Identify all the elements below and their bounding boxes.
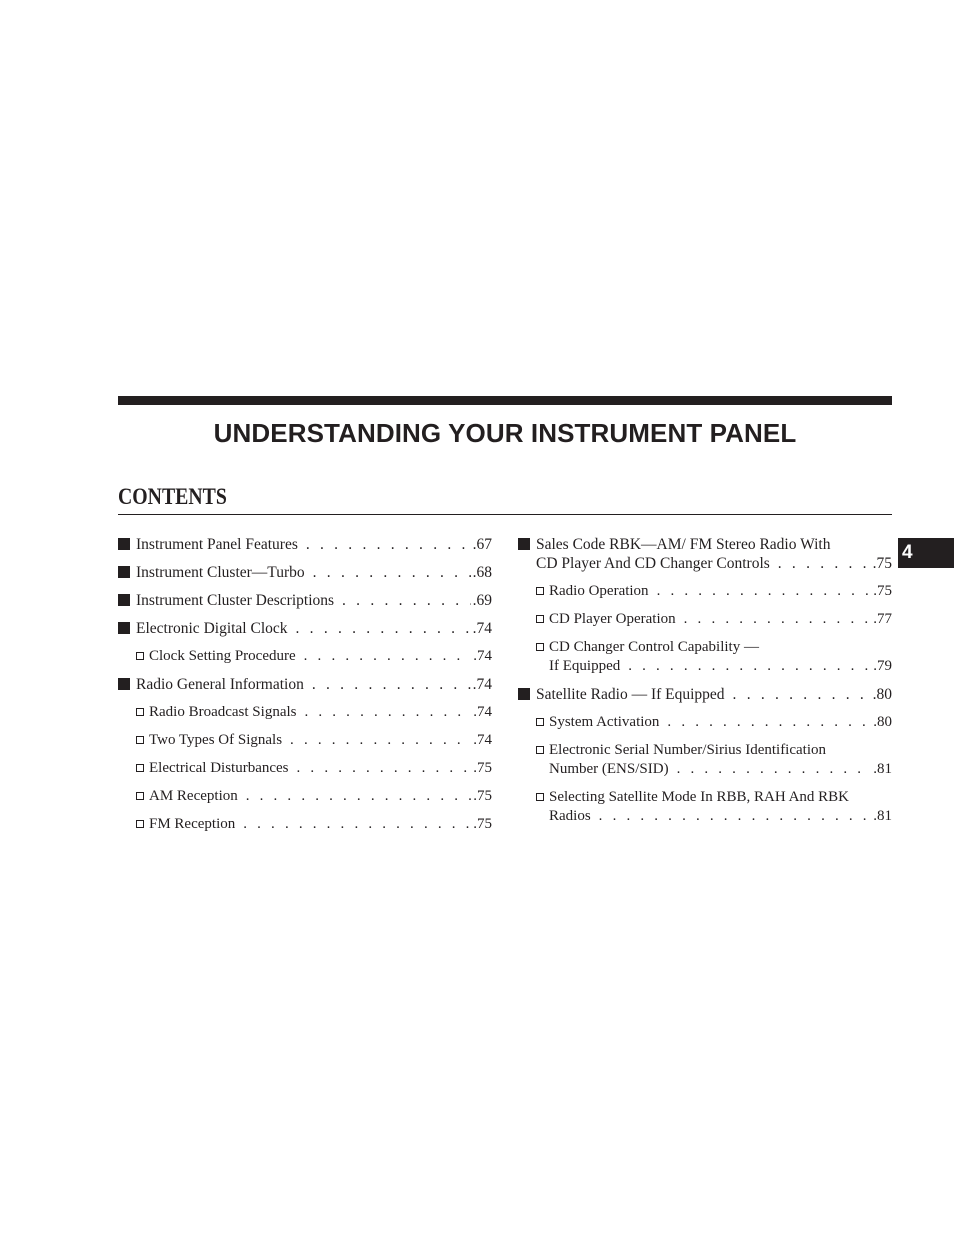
- toc-entry-title: Instrument Cluster Descriptions: [136, 592, 335, 609]
- toc-entry-title: Sales Code RBK—AM/ FM Stereo Radio With: [536, 536, 831, 553]
- hollow-square-bullet-icon: [536, 615, 544, 623]
- toc-entry-title: Satellite Radio — If Equipped: [536, 686, 725, 703]
- toc-entry-title: If Equipped: [549, 658, 621, 674]
- toc-entry-title: Selecting Satellite Mode In RBB, RAH And RBK: [549, 789, 849, 805]
- toc-entry-title: Radios: [549, 808, 591, 824]
- hollow-square-bullet-icon: [536, 746, 544, 754]
- dot-leader: [334, 591, 471, 610]
- dot-leader: [770, 554, 871, 573]
- toc-page-number: .75: [873, 583, 892, 599]
- toc-entry-title: Radio Broadcast Signals: [149, 704, 297, 720]
- toc-entry-title: Instrument Cluster—Turbo: [136, 564, 305, 581]
- toc-page-number: .75: [473, 760, 492, 776]
- dot-leader: [288, 619, 471, 638]
- toc-entry-title: Instrument Panel Features: [136, 536, 298, 553]
- toc-entry-title: Radio General Information: [136, 676, 304, 693]
- hollow-square-bullet-icon: [536, 587, 544, 595]
- contents-heading: CONTENTS: [118, 484, 227, 509]
- toc-page-number: .80: [873, 714, 892, 730]
- filled-square-bullet-icon: [118, 566, 130, 578]
- toc-entry-title: Number (ENS/SID): [549, 761, 669, 777]
- dot-leader: [304, 675, 471, 694]
- toc-subentry[interactable]: [118, 647, 492, 666]
- toc-page-number: .74: [473, 648, 492, 664]
- hollow-square-bullet-icon: [136, 652, 144, 660]
- toc-entry-title: CD Changer Control Capability —: [549, 639, 759, 655]
- dot-leader: [659, 713, 871, 732]
- toc-entry-title: Radio Operation: [549, 583, 649, 599]
- toc-entry-title: CD Player Operation: [549, 611, 676, 627]
- hollow-square-bullet-icon: [136, 792, 144, 800]
- toc-subentry[interactable]: [518, 638, 892, 676]
- toc-page-number: .67: [472, 536, 492, 553]
- dot-leader: [591, 807, 872, 826]
- toc-subentry[interactable]: [518, 582, 892, 601]
- chapter-tab: 4: [898, 538, 954, 568]
- filled-square-bullet-icon: [118, 538, 130, 550]
- toc-page-number: .81: [873, 808, 892, 824]
- toc-page-number: .75: [473, 816, 492, 832]
- toc-subentry[interactable]: [518, 610, 892, 629]
- dot-leader: [669, 760, 872, 779]
- toc-page-number: .68: [472, 564, 492, 581]
- toc-page-number: .74: [472, 676, 492, 693]
- filled-square-bullet-icon: [118, 678, 130, 690]
- toc-entry[interactable]: [518, 685, 892, 704]
- toc-entry-title: Two Types Of Signals: [149, 732, 283, 748]
- toc-entry[interactable]: [118, 563, 492, 582]
- filled-square-bullet-icon: [518, 538, 530, 550]
- toc-entry[interactable]: [118, 591, 492, 610]
- toc-page-number: .79: [873, 658, 892, 674]
- dot-leader: [235, 815, 471, 834]
- header-rule: [118, 396, 892, 405]
- dot-leader: [725, 685, 871, 704]
- toc-entry-title: CD Player And CD Changer Controls: [536, 555, 770, 572]
- toc-subentry[interactable]: [118, 787, 492, 806]
- toc-entry-title: Electronic Serial Number/Sirius Identification: [549, 742, 827, 758]
- toc-page-number: .74: [472, 620, 492, 637]
- dot-leader: [305, 563, 471, 582]
- toc-page-number: .74: [473, 704, 492, 720]
- hollow-square-bullet-icon: [136, 820, 144, 828]
- toc-page-number: .69: [472, 592, 492, 609]
- hollow-square-bullet-icon: [536, 643, 544, 651]
- dot-leader: [289, 759, 472, 778]
- toc-page-number: .77: [873, 611, 892, 627]
- toc-page-number: .75: [872, 555, 892, 572]
- dot-leader: [649, 582, 872, 601]
- dot-leader: [282, 731, 471, 750]
- toc-entry-title: System Activation: [549, 714, 660, 730]
- filled-square-bullet-icon: [518, 688, 530, 700]
- hollow-square-bullet-icon: [136, 764, 144, 772]
- toc-entry-title: Electrical Disturbances: [149, 760, 289, 776]
- toc-page-number: .81: [873, 761, 892, 777]
- toc-page-number: .74: [473, 732, 492, 748]
- toc-entry-title: Electronic Digital Clock: [136, 620, 288, 637]
- dot-leader: [620, 657, 871, 676]
- dot-leader: [238, 787, 472, 806]
- filled-square-bullet-icon: [118, 622, 130, 634]
- toc-entry[interactable]: [118, 619, 492, 638]
- toc-page-number: .75: [473, 788, 492, 804]
- toc-subentry[interactable]: [518, 741, 892, 779]
- hollow-square-bullet-icon: [136, 708, 144, 716]
- toc-subentry[interactable]: [518, 788, 892, 826]
- dot-leader: [298, 535, 471, 554]
- dot-leader: [296, 647, 472, 666]
- toc-column-right: [518, 535, 892, 835]
- toc-subentry[interactable]: [118, 815, 492, 834]
- toc-entry-title: Clock Setting Procedure: [149, 648, 296, 664]
- dot-leader: [296, 703, 471, 722]
- toc-entry-title: FM Reception: [149, 816, 236, 832]
- toc-subentry[interactable]: [518, 713, 892, 732]
- toc-subentry[interactable]: [118, 703, 492, 722]
- toc-entry[interactable]: [118, 675, 492, 694]
- toc-subentry[interactable]: [118, 759, 492, 778]
- toc-entry-title: AM Reception: [149, 788, 238, 804]
- toc-entry[interactable]: [118, 535, 492, 554]
- toc-subentry[interactable]: [118, 731, 492, 750]
- contents-rule: [118, 514, 892, 515]
- hollow-square-bullet-icon: [536, 718, 544, 726]
- filled-square-bullet-icon: [118, 594, 130, 606]
- page-title: UNDERSTANDING YOUR INSTRUMENT PANEL: [213, 418, 797, 448]
- hollow-square-bullet-icon: [136, 736, 144, 744]
- toc-column-left: [118, 535, 492, 843]
- toc-entry[interactable]: [518, 535, 892, 573]
- dot-leader: [676, 610, 872, 629]
- hollow-square-bullet-icon: [536, 793, 544, 801]
- toc-page-number: .80: [872, 686, 892, 703]
